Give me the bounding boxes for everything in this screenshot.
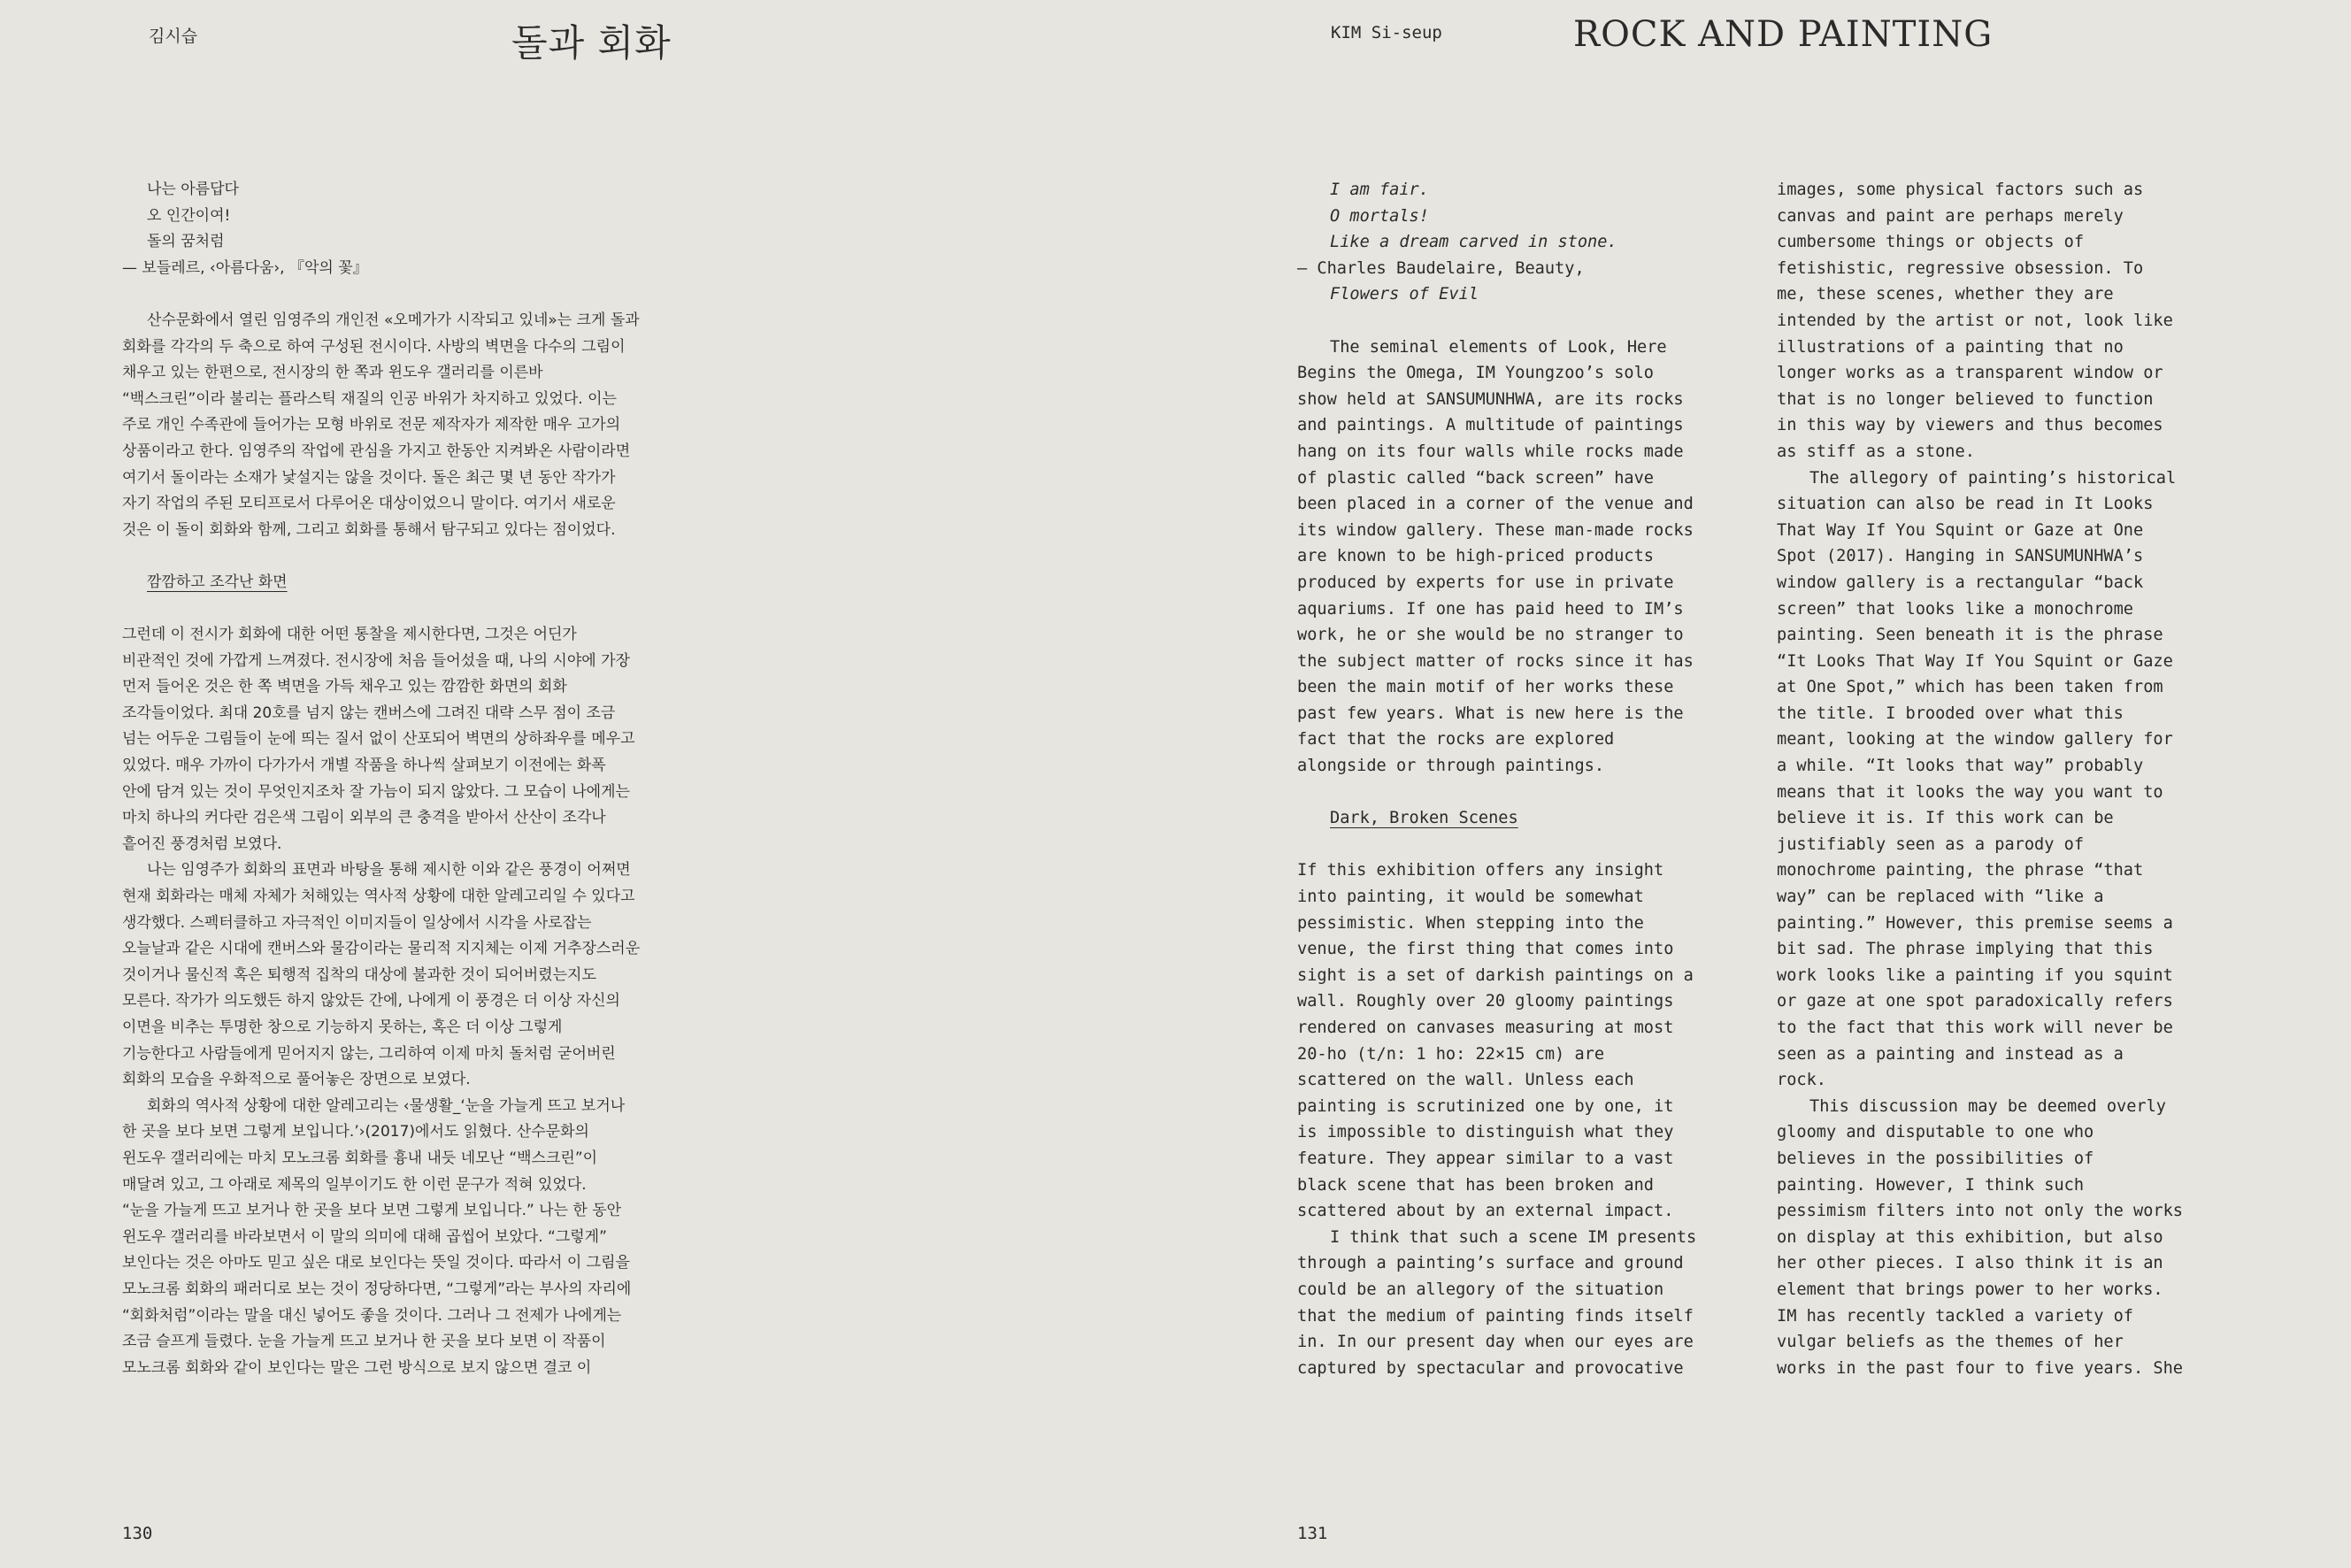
- text-line: 채우고 있는 한편으로, 전시장의 한 쪽과 윈도우 갤러리를 이른바: [122, 364, 543, 382]
- text-line: I think that such a scene IM presents: [1330, 1227, 1697, 1247]
- paragraph: [122, 857, 768, 1093]
- text-line: pessimism filters into not only the works: [1777, 1202, 2183, 1221]
- text-line: hang on its four walls while rocks made: [1297, 442, 1684, 461]
- text-line: 것이거나 물신적 혹은 퇴행적 집착의 대상에 불과한 것이 되어버렸는지도: [122, 965, 596, 984]
- text-line: captured by spectacular and provocative: [1297, 1358, 1684, 1378]
- paragraph: [1777, 465, 2237, 1094]
- text-line: 흩어진 풍경처럼 보였다.: [122, 834, 282, 853]
- paragraph: [122, 1094, 768, 1382]
- text-line: cumbersome things or objects of: [1777, 233, 2085, 252]
- text-line: at One Spot,” which has been taken from: [1777, 678, 2163, 697]
- text-line: and paintings. A multitude of paintings: [1297, 416, 1684, 435]
- text-line: rock.: [1777, 1071, 1826, 1090]
- text-line: me, these scenes, whether they are: [1777, 285, 2114, 304]
- text-line: situation can also be read in It Looks: [1777, 495, 2154, 514]
- text-line: “눈을 가늘게 뜨고 보거나 한 곳을 보다 보면 그렇게 보입니다.” 나는 한 동안: [122, 1202, 622, 1220]
- text-line: 윈도우 갤러리를 바라보면서 이 말의 의미에 대해 곱씹어 보았다. “그렇게”: [122, 1227, 607, 1246]
- text-line: 현재 회화라는 매체 자체가 처해있는 역사적 상황에 대한 알레고리일 수 있다고: [122, 888, 635, 906]
- paragraph: [1297, 1225, 1744, 1382]
- text-line: painting. Seen beneath it is the phrase: [1777, 626, 2163, 645]
- text-line: Begins the Omega, IM Youngzoo’s solo: [1297, 364, 1654, 383]
- text-line: meant, looking at the window gallery for: [1777, 730, 2173, 749]
- epigraph-line: I am fair.: [1330, 181, 1429, 199]
- text-line: her other pieces. I also think it is an: [1777, 1254, 2163, 1273]
- paragraph: [122, 622, 768, 857]
- page-title-ko: 돌과 회화: [511, 21, 672, 65]
- text-line: the title. I brooded over what this: [1777, 703, 2124, 723]
- text-line: 자기 작업의 주된 모티프로서 다루어온 대상이었으니 말이다. 여기서 새로운: [122, 495, 616, 513]
- text-line: monochrome painting, the phrase “that: [1777, 861, 2144, 880]
- text-line: its window gallery. These man-made rocks: [1297, 520, 1694, 540]
- text-line: element that brings power to her works.: [1777, 1280, 2163, 1299]
- text-line: pessimistic. When stepping into the: [1297, 913, 1644, 933]
- text-line: black scene that has been broken and: [1297, 1175, 1654, 1195]
- text-line: 마치 하나의 커다란 검은색 그림이 외부의 큰 충격을 받아서 산산이 조각나: [122, 809, 606, 827]
- section-heading: 깜깜하고 조각난 화면: [147, 573, 288, 591]
- text-line: 넘는 어두운 그림들이 눈에 띄는 질서 없이 산포되어 벽면의 상하좌우를 메우고: [122, 730, 635, 749]
- epigraph: [122, 177, 768, 281]
- text-line: past few years. What is new here is the: [1297, 703, 1684, 723]
- paragraph: [122, 308, 768, 543]
- text-line: canvas and paint are perhaps merely: [1777, 206, 2124, 226]
- text-line: could be an allegory of the situation: [1297, 1280, 1664, 1299]
- text-line: scattered about by an external impact.: [1297, 1202, 1674, 1221]
- epigraph: [1297, 177, 1744, 308]
- text-line: 매달려 있고, 그 아래로 제목의 일부이기도 한 이런 문구가 적혀 있었다.: [122, 1175, 587, 1194]
- text-line: justifiably seen as a parody of: [1777, 834, 2085, 854]
- text-line: This discussion may be deemed overly: [1809, 1096, 2166, 1116]
- text-line: window gallery is a rectangular “back: [1777, 573, 2144, 592]
- epigraph-line: 오 인간이여!: [147, 206, 231, 225]
- text-line: 회화의 모습을 우화적으로 풀어놓은 장면으로 보였다.: [122, 1071, 471, 1089]
- text-line: 20-ho (t/n: 1 ho: 22×15 cm) are: [1297, 1044, 1605, 1064]
- text-line: believe it is. If this work can be: [1777, 809, 2114, 828]
- text-line: 안에 담겨 있는 것이 무엇인지조차 잘 가늠이 되지 않았다. 그 모습이 나에게는: [122, 782, 630, 801]
- english-text-column-1: [1297, 177, 1744, 1381]
- text-line: that is no longer believed to function: [1777, 389, 2154, 409]
- text-line: 생각했다. 스펙터클하고 자극적인 이미지들이 일상에서 시각을 사로잡는: [122, 913, 592, 932]
- text-line: painting. However, I think such: [1777, 1175, 2085, 1195]
- text-line: scattered on the wall. Unless each: [1297, 1071, 1634, 1090]
- right-page: [1175, 0, 2351, 1568]
- text-line: “회화처럼”이라는 말을 대신 넣어도 좋을 것이다. 그러나 그 전제가 나에게는: [122, 1306, 622, 1325]
- epigraph-attribution: — Charles Baudelaire, Beauty,: [1297, 258, 1585, 278]
- text-line: 기능한다고 사람들에게 믿어지지 않는, 그리하여 이제 마치 돌처럼 굳어버린: [122, 1044, 616, 1063]
- text-line: works in the past four to five years. She: [1777, 1358, 2183, 1378]
- paragraph: [1777, 177, 2237, 465]
- text-line: 보인다는 것은 아마도 믿고 싶은 대로 보인다는 뜻일 것이다. 따라서 이 그림을: [122, 1254, 630, 1272]
- text-line: fetishistic, regressive obsession. To: [1777, 258, 2144, 278]
- text-line: 회화의 역사적 상황에 대한 알레고리는 ‹물생활_‘눈을 가늘게 뜨고 보거나: [147, 1096, 626, 1115]
- text-line: the subject matter of rocks since it has: [1297, 651, 1694, 671]
- text-line: way” can be replaced with “like a: [1777, 888, 2104, 907]
- english-text-column-2: [1777, 177, 2237, 1381]
- text-line: screen” that looks like a monochrome: [1777, 599, 2133, 619]
- text-line: The allegory of painting’s historical: [1809, 468, 2177, 488]
- text-line: to the fact that this work will never be: [1777, 1018, 2173, 1037]
- text-line: means that it looks the way you want to: [1777, 782, 2163, 802]
- section-heading: Dark, Broken Scenes: [1330, 809, 1518, 828]
- text-line: “백스크린”이라 불리는 플라스틱 재질의 인공 바위가 차지하고 있었다. 이는: [122, 389, 617, 408]
- epigraph-attribution: — 보들레르, ‹아름다움›, 『악의 꽃』: [122, 258, 368, 277]
- text-line: sight is a set of darkish paintings on a: [1297, 965, 1694, 985]
- text-line: work, he or she would be no stranger to: [1297, 626, 1684, 645]
- text-line: feature. They appear similar to a vast: [1297, 1149, 1674, 1168]
- epigraph-line: 돌의 꿈처럼: [147, 233, 225, 251]
- text-line: aquariums. If one has paid heed to IM’s: [1297, 599, 1684, 619]
- text-line: as stiff as a stone.: [1777, 442, 1975, 461]
- author-name-en: KIM Si-seup: [1331, 23, 1442, 42]
- text-line: seen as a painting and instead as a: [1777, 1044, 2124, 1064]
- text-line: been the main motif of her works these: [1297, 678, 1674, 697]
- text-line: 한 곳을 보다 보면 그렇게 보입니다.’›(2017)에서도 읽혔다. 산수문화의: [122, 1123, 589, 1141]
- text-line: IM has recently tackled a variety of: [1777, 1306, 2133, 1326]
- text-line: 모노크롬 회화와 같이 보인다는 말은 그런 방식으로 보지 않으면 결코 이: [122, 1358, 592, 1377]
- author-name-ko: 김시습: [149, 27, 198, 46]
- text-line: That Way If You Squint or Gaze at One: [1777, 520, 2144, 540]
- text-line: illustrations of a painting that no: [1777, 337, 2124, 357]
- paragraph: [1297, 334, 1744, 780]
- text-line: 주로 개인 수족관에 들어가는 모형 바위로 전문 제작자가 제작한 매우 고가의: [122, 416, 621, 434]
- text-line: produced by experts for use in private: [1297, 573, 1674, 592]
- text-line: on display at this exhibition, but also: [1777, 1227, 2163, 1247]
- epigraph-line: Like a dream carved in stone.: [1330, 233, 1617, 252]
- text-line: 회화를 각각의 두 축으로 하여 구성된 전시이다. 사방의 벽면을 다수의 그림이: [122, 337, 626, 356]
- text-line: in this way by viewers and thus becomes: [1777, 416, 2163, 435]
- text-line: 모른다. 작가가 의도했든 하지 않았든 간에, 나에게 이 풍경은 더 이상 자신의: [122, 992, 620, 1011]
- text-line: bit sad. The phrase implying that this: [1777, 940, 2154, 959]
- paragraph: [1777, 1094, 2237, 1382]
- text-line: gloomy and disputable to one who: [1777, 1123, 2094, 1142]
- text-line: is impossible to distinguish what they: [1297, 1123, 1674, 1142]
- text-line: that the medium of painting finds itself: [1297, 1306, 1694, 1326]
- text-line: 이면을 비추는 투명한 창으로 기능하지 못하는, 혹은 더 이상 그렇게: [122, 1018, 563, 1036]
- text-line: 모노크롬 회화의 패러디로 보는 것이 정당하다면, “그렇게”라는 부사의 자리에: [122, 1280, 632, 1298]
- text-line: wall. Roughly over 20 gloomy paintings: [1297, 992, 1674, 1011]
- text-line: 비관적인 것에 가깝게 느껴졌다. 전시장에 처음 들어섰을 때, 나의 시야에 가장: [122, 651, 630, 670]
- text-line: of plastic called “back screen” have: [1297, 468, 1654, 488]
- text-line: 먼저 들어온 것은 한 쪽 벽면을 가득 채우고 있는 깜깜한 화면의 회화: [122, 678, 567, 696]
- text-line: work looks like a painting if you squint: [1777, 965, 2173, 985]
- korean-text-column: [122, 177, 768, 1381]
- page-title-en: ROCK AND PAINTING: [1573, 14, 1994, 55]
- text-line: in. In our present day when our eyes are: [1297, 1333, 1694, 1352]
- epigraph-line: 나는 아름답다: [147, 181, 239, 198]
- page-number-left: 130: [122, 1524, 153, 1543]
- page-number-right: 131: [1297, 1524, 1328, 1543]
- text-line: 산수문화에서 열린 임영주의 개인전 «오메가가 시작되고 있네»는 크게 돌과: [147, 311, 640, 329]
- text-line: rendered on canvases measuring at most: [1297, 1018, 1674, 1037]
- text-line: been placed in a corner of the venue and: [1297, 495, 1694, 514]
- text-line: 여기서 돌이라는 소재가 낯설지는 않을 것이다. 돌은 최근 몇 년 동안 작가가: [122, 468, 616, 487]
- text-line: 윈도우 갤러리에는 마치 모노크롬 회화를 흉내 내듯 네모난 “백스크린”이: [122, 1149, 598, 1167]
- text-line: or gaze at one spot paradoxically refers: [1777, 992, 2173, 1011]
- text-line: 오늘날과 같은 시대에 캔버스와 물감이라는 물리적 지지체는 이제 거추장스러운: [122, 940, 641, 958]
- epigraph-line: O mortals!: [1330, 206, 1429, 226]
- text-line: images, some physical factors such as: [1777, 181, 2144, 199]
- text-line: 있었다. 매우 가까이 다가가서 개별 작품을 하나씩 살펴보기 이전에는 화폭: [122, 757, 606, 775]
- text-line: vulgar beliefs as the themes of her: [1777, 1333, 2124, 1352]
- paragraph: [1297, 857, 1744, 1224]
- text-line: “It Looks That Way If You Squint or Gaze: [1777, 651, 2173, 671]
- text-line: into painting, it would be somewhat: [1297, 888, 1644, 907]
- text-line: venue, the first thing that comes into: [1297, 940, 1674, 959]
- text-line: painting.” However, this premise seems a: [1777, 913, 2173, 933]
- text-line: are known to be high-priced products: [1297, 547, 1654, 566]
- text-line: painting is scrutinized one by one, it: [1297, 1096, 1674, 1116]
- text-line: longer works as a transparent window or: [1777, 364, 2163, 383]
- epigraph-attribution-book: Flowers of Evil: [1330, 285, 1479, 304]
- text-line: intended by the artist or not, look like: [1777, 311, 2173, 330]
- text-line: Spot (2017). Hanging in SANSUMUNHWA’s: [1777, 547, 2144, 566]
- text-line: 조각들이었다. 최대 20호를 넘지 않는 캔버스에 그려진 대략 스무 점이 조금: [122, 703, 616, 722]
- text-line: alongside or through paintings.: [1297, 757, 1605, 776]
- text-line: The seminal elements of Look, Here: [1330, 337, 1667, 357]
- text-line: through a painting’s surface and ground: [1297, 1254, 1684, 1273]
- text-line: 것은 이 돌이 회화와 함께, 그리고 회화를 통해서 탐구되고 있다는 점이었다.: [122, 520, 616, 539]
- text-line: 조금 슬프게 들렸다. 눈을 가늘게 뜨고 보거나 한 곳을 보다 보면 이 작품이: [122, 1333, 606, 1351]
- text-line: fact that the rocks are explored: [1297, 730, 1615, 749]
- text-line: believes in the possibilities of: [1777, 1149, 2094, 1168]
- text-line: 상품이라고 한다. 임영주의 작업에 관심을 가지고 한동안 지켜봐온 사람이라면: [122, 442, 631, 460]
- text-line: 나는 임영주가 회화의 표면과 바탕을 통해 제시한 이와 같은 풍경이 어쩌면: [147, 861, 631, 880]
- text-line: 그런데 이 전시가 회화에 대한 어떤 통찰을 제시한다면, 그것은 어딘가: [122, 626, 577, 644]
- text-line: a while. “It looks that way” probably: [1777, 757, 2144, 776]
- left-page: [0, 0, 1175, 1568]
- text-line: If this exhibition offers any insight: [1297, 861, 1664, 880]
- text-line: show held at SANSUMUNHWA, are its rocks: [1297, 389, 1684, 409]
